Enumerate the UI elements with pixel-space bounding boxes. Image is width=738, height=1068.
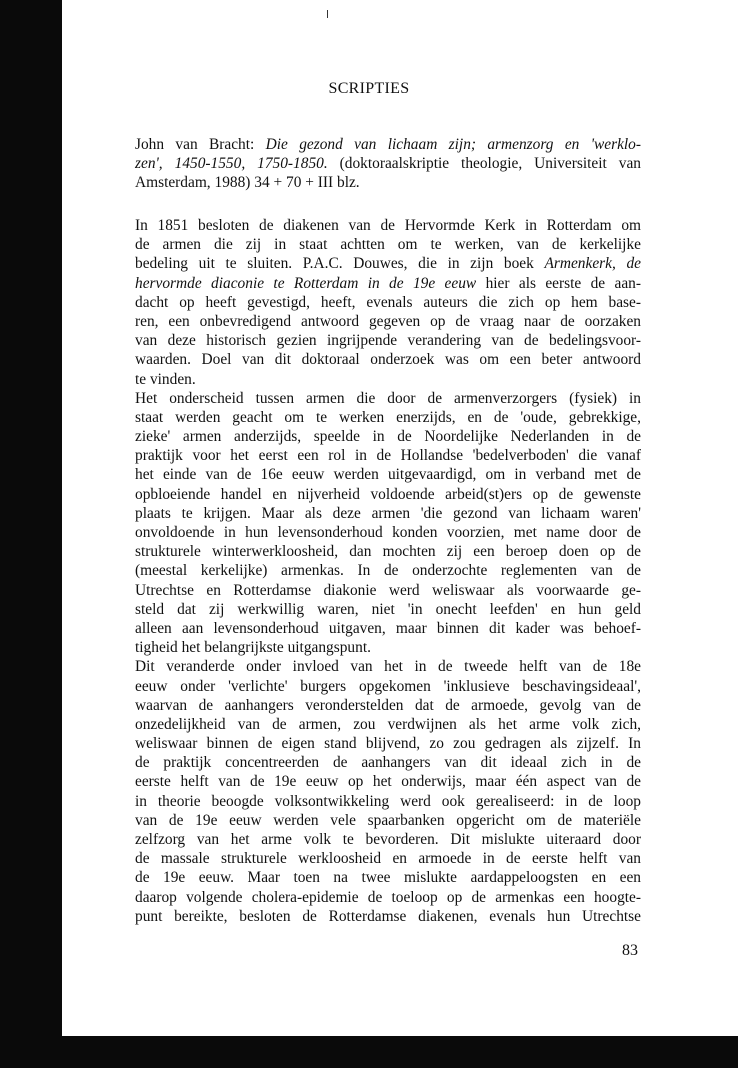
text-line [135,254,641,273]
text-line: punt bereikte, besloten de Rotterdamse diakenen, evenals hun Utrechtse [135,907,641,925]
text-line: Utrechtse en Rotterdamse diakonie werd weliswaar als voorwaarde ge- [135,581,641,599]
thesis-title: Die gezond van lichaam zijn; armenzorg en 'werklo- [265,136,641,153]
text-line: ren, een onbevredigend antwoord gegeven op de vraag naar de oorzaken [135,312,641,330]
text-line: plaats te krijgen. Maar als deze armen 'die gezond van lichaam waren' [135,504,641,522]
thesis-details: (doktoraalskriptie theologie, Universiteit van [327,155,642,173]
text-line: onzedelijkheid van de armen, zou verdwijnen als het arme volk zich, [135,715,641,733]
text-line: eerste helft van de 19e eeuw op het onderwijs, maar één aspect van de [135,773,641,791]
text-line: de praktijk concentreerden de aanhangers van dit ideaal zich in de [135,754,641,772]
text-line: eeuw onder 'verlichte' burgers opgekomen 'inklusieve beschavingsideaal', [135,677,641,695]
text-line: daarop volgende cholera-epidemie de toeloop op de armenkas een hoogte- [135,888,641,906]
text-line: in theorie beoogde volksontwikkeling werd ook gerealiseerd: in de loop [135,792,641,810]
text-line: de armen die zij in staat achtten om te werken, van de kerkelijke [135,236,641,254]
citation-line [135,154,641,173]
text-line: praktijk voor het eerst een rol in de Hollandse 'bedelverboden' die vanaf [135,447,641,465]
text-line: zelfzorg van het arme volk te bevorderen. Dit mislukte uiteraard door [135,831,641,848]
text-line: alleen aan levensonderhoud uitgaven, maar binnen dit kader was behoef- [135,619,641,637]
scan-bottom-edge [0,1036,738,1068]
text-line: te vinden. [135,370,196,388]
text-line: staat werden geacht om te werken enerzijds, en de 'oude, gebrekkige, [135,408,641,426]
text-line: steld dat zij werkwillig waren, niet 'in onecht leefden' en hun geld [135,600,641,618]
book-title: Armenkerk, de [544,255,641,273]
text-line: tigheid het belangrijkste uitgangspunt. [135,639,371,657]
text-line [135,274,641,293]
scan-mark [327,10,328,18]
citation-line [135,135,641,154]
citation [135,135,641,193]
text-line: zieke' armen anderzijds, speelde in de Noordelijke Nederlanden in de [135,428,641,446]
book-title: hervormde diaconie te Rotterdam in de 19e eeuw [135,274,477,292]
body-text [135,216,641,926]
thesis-title-cont: zen', 1450-1550, 1750-1850. [135,155,328,173]
text-line: waarden. Doel van dit doktoraal onderzoek was om een beter antwoord [135,351,641,369]
text-line: dacht op heeft gevestigd, heeft, evenals auteurs die zich op hem base- [135,293,641,311]
citation-line: Amsterdam, 1988) 34 + 70 + III blz. [135,174,360,192]
scan-left-edge [0,0,62,1068]
text-line: het einde van de 16e eeuw werden uitgevaardigd, om in verband met de [135,466,641,484]
author: John van Bracht: [135,136,266,153]
text-line: Het onderscheid tussen armen die door de armenverzorgers (fysiek) in [135,389,641,407]
text-line: strukturele winterwerkloosheid, dan mochten zij een beroep doen op de [135,543,641,561]
page-number: 83 [622,942,638,959]
text-line: In 1851 besloten de diakenen van de Hervormde Kerk in Rotterdam om [135,217,641,234]
text-line: (meestal kerkelijke) armenkas. In de onderzochte reglementen van de [135,562,641,580]
text-line: van de 19e eeuw werden vele spaarbanken opgericht om de materiële [135,811,641,829]
text-segment: bedeling uit te sluiten. P.A.C. Douwes, die in zijn boek [135,255,545,273]
text-line: Dit veranderde onder invloed van het in de tweede helft van de 18e [135,658,641,676]
page-title: SCRIPTIES [328,80,410,97]
text-segment: hier als eerste de aan- [476,274,641,292]
text-line: de massale strukturele werkloosheid en armoede in de eerste helft van [135,850,641,868]
text-line: de 19e eeuw. Maar toen na twee mislukte aardappeloogsten en een [135,869,641,887]
text-line: onvoldoende in hun levensonderhoud konden voorzien, met name door de [135,524,641,541]
text-line: van deze historisch gezien ingrijpende verandering van de bedelingsvoor- [135,332,641,350]
text-line: waarvan de aanhangers veronderstelden dat de armoede, gevolg van de [135,696,641,714]
text-line: weliswaar binnen de eigen stand blijvend, zo zou gedragen als zijzelf. In [135,735,641,753]
text-line: opbloeiende handel en nijverheid voldoende arbeid(st)ers op de gewenste [135,485,641,503]
